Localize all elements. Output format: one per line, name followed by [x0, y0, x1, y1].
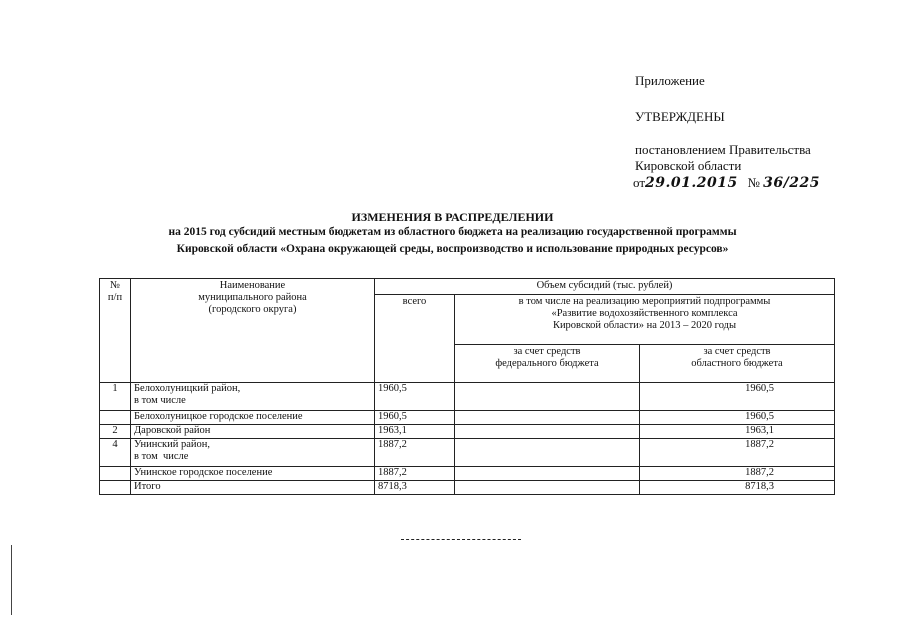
- handwritten-number: 36/225: [763, 175, 820, 191]
- appendix-label: Приложение: [635, 73, 705, 88]
- approval-date-line: [633, 175, 820, 191]
- end-separator-line: [401, 539, 521, 540]
- approval-line-2: Кировской области: [635, 158, 742, 173]
- number-prefix: №: [747, 175, 760, 190]
- header-total: всего: [375, 295, 455, 383]
- table-row-total: Итого 8718,3 8718,3: [100, 481, 835, 495]
- doc-title: ИЗМЕНЕНИЯ В РАСПРЕДЕЛЕНИИ: [351, 210, 554, 224]
- approved-label: УТВЕРЖДЕНЫ: [635, 109, 725, 124]
- table-row: 4 Унинский район, в том числе 1887,2 1887,2: [100, 439, 835, 467]
- table-row: 2 Даровской район 1963,1 1963,1: [100, 425, 835, 439]
- header-including: в том числе на реализацию мероприятий подпрограммы «Развитие водохозяйственного комплекса Кировской области» на 2013 – 2020 годы: [455, 295, 835, 345]
- table-row: Белохолуницкое городское поселение 1960,5 1960,5: [100, 411, 835, 425]
- date-prefix: от: [633, 175, 646, 190]
- scan-edge-mark: [11, 545, 12, 615]
- doc-subtitle-2: Кировской области «Охрана окружающей среды, воспроизводство и использование природных ресурсов»: [176, 243, 729, 255]
- table-row: Унинское городское поселение 1887,2 1887,2: [100, 467, 835, 481]
- header-regional: за счет средств областного бюджета: [640, 345, 835, 383]
- doc-subtitle-1: на 2015 год субсидий местным бюджетам из областного бюджета на реализацию государственной программы: [168, 226, 737, 238]
- table-row: 1 Белохолуницкий район, в том числе 1960,5 1960,5: [100, 383, 835, 411]
- subsidy-table: [99, 278, 835, 495]
- header-volume: Объем субсидий (тыс. рублей): [375, 279, 835, 295]
- approval-line-1: постановлением Правительства: [635, 142, 811, 157]
- handwritten-date: 29.01.2015: [645, 175, 738, 191]
- header-name: Наименование муниципального района (городского округа): [131, 279, 375, 383]
- header-num: № п/п: [100, 279, 131, 383]
- header-federal: за счет средств федерального бюджета: [455, 345, 640, 383]
